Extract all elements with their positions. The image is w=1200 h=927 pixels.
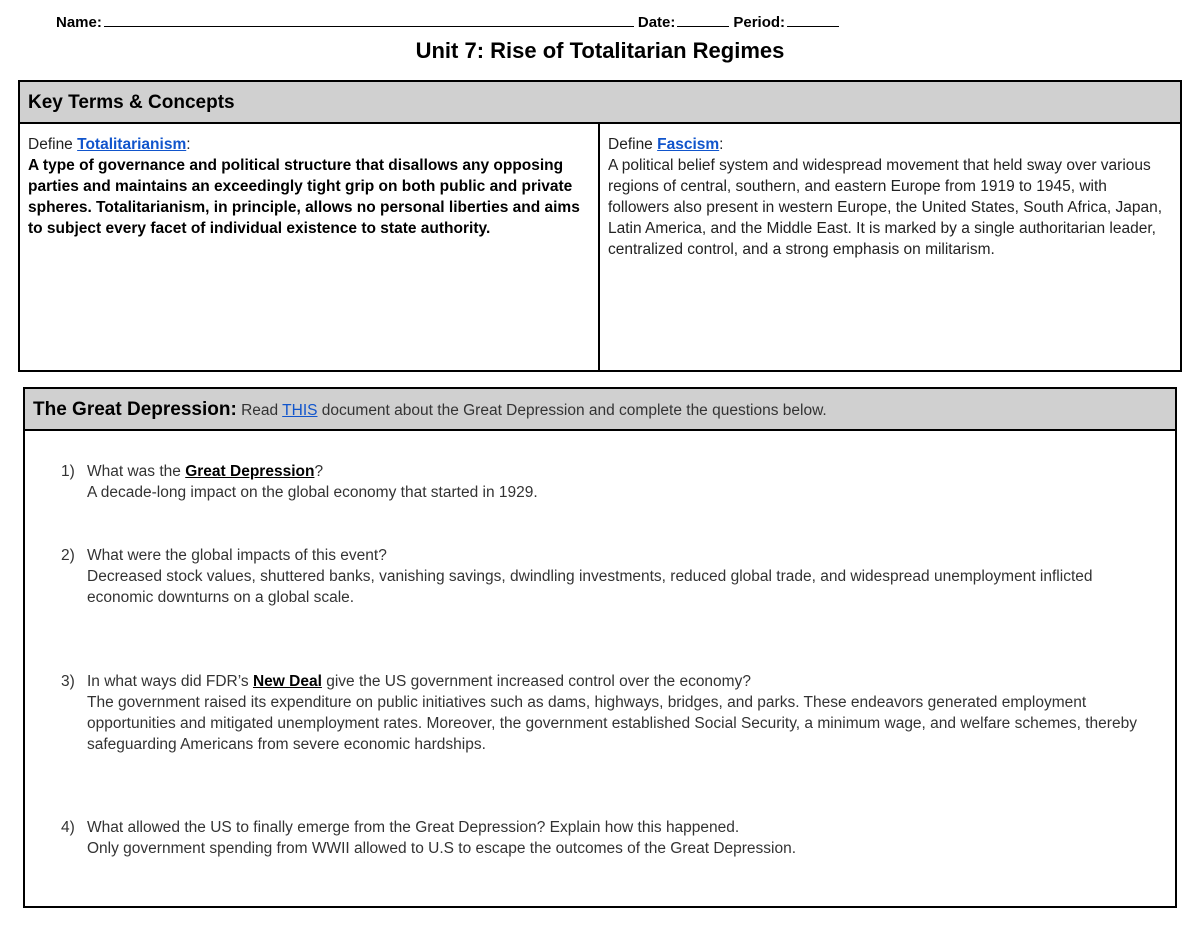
name-label: Name: (56, 14, 102, 31)
define-prefix: Define (608, 136, 658, 153)
question-2 (61, 545, 1159, 608)
fascism-cell (600, 124, 1180, 370)
define-colon: : (719, 136, 724, 153)
period-field[interactable] (787, 12, 839, 27)
period-label: Period: (733, 14, 786, 31)
question-4 (61, 817, 1159, 859)
page-title: Unit 7: Rise of Totalitarian Regimes (415, 38, 785, 63)
totalitarianism-link[interactable]: Totalitarianism (77, 136, 187, 153)
question-text: What allowed the US to finally emerge from the Great Depression? Explain how this happened. (87, 819, 740, 836)
question-number: 4) (61, 819, 75, 836)
totalitarianism-definition[interactable]: A type of governance and political structure that disallows any opposing parties and maintains an exceedingly tight grip on both public and private spheres. Totalitarianism, in principle, allows no personal liberties and aims to subject every facet of individual existence to state authority. (28, 157, 580, 237)
fascism-link[interactable]: Fascism (657, 136, 720, 153)
define-colon: : (186, 136, 191, 153)
name-field[interactable] (104, 12, 634, 27)
question-term: Great Depression (185, 463, 315, 480)
instruction-pre: Read (236, 402, 283, 419)
key-terms-table (18, 80, 1182, 372)
instruction-post: document about the Great Depression and complete the questions below. (317, 402, 827, 419)
question-text: What were the global impacts of this event? (87, 547, 387, 564)
question-term: New Deal (252, 673, 322, 690)
date-label: Date: (637, 14, 676, 31)
key-terms-heading: Key Terms & Concepts (20, 82, 1180, 124)
question-3 (61, 671, 1159, 755)
student-info-line (56, 12, 876, 33)
question-number: 3) (61, 673, 75, 690)
answer-text[interactable]: Only government spending from WWII allowed to U.S to escape the outcomes of the Great Depression. (87, 840, 797, 857)
answer-text[interactable]: The government raised its expenditure on public initiatives such as dams, highways, bridges, and parks. These endeavors generated employment opportunities and mitigated unemployment rates. Moreover, the government established Social Security, a minimum wage, and welfare schemes, thereby safeguarding Americans from severe economic hardships. (87, 694, 1137, 753)
great-depression-section (23, 387, 1177, 908)
date-field[interactable] (677, 12, 729, 27)
define-prefix: Define (28, 136, 78, 153)
question-number: 1) (61, 463, 75, 480)
answer-text[interactable]: A decade-long impact on the global economy that started in 1929. (87, 484, 538, 501)
answer-text[interactable]: Decreased stock values, shuttered banks, vanishing savings, dwindling investments, reduced global trade, and widespread unemployment inflicted economic downturns on a global scale. (87, 568, 1093, 606)
totalitarianism-cell (20, 124, 600, 370)
question-text-end: ? (314, 463, 324, 480)
great-depression-heading-bar (25, 389, 1175, 431)
fascism-definition[interactable]: A political belief system and widespread movement that held sway over various regions of central, southern, and eastern Europe from 1919 to 1945, with followers also present in western Europe, the United States, South Africa, Japan, Latin America, and the Middle East. It is marked by a single authoritarian leader, centralized control, and a strong emphasis on militarism. (608, 157, 1163, 258)
question-text: In what ways did FDR’s (87, 673, 253, 690)
great-depression-heading: The Great Depression: (33, 399, 237, 420)
this-document-link[interactable]: THIS (282, 402, 318, 419)
question-text: What was the (87, 463, 186, 480)
question-number: 2) (61, 547, 75, 564)
question-1 (61, 461, 1159, 503)
question-text-end: give the US government increased control over the economy? (321, 673, 751, 690)
